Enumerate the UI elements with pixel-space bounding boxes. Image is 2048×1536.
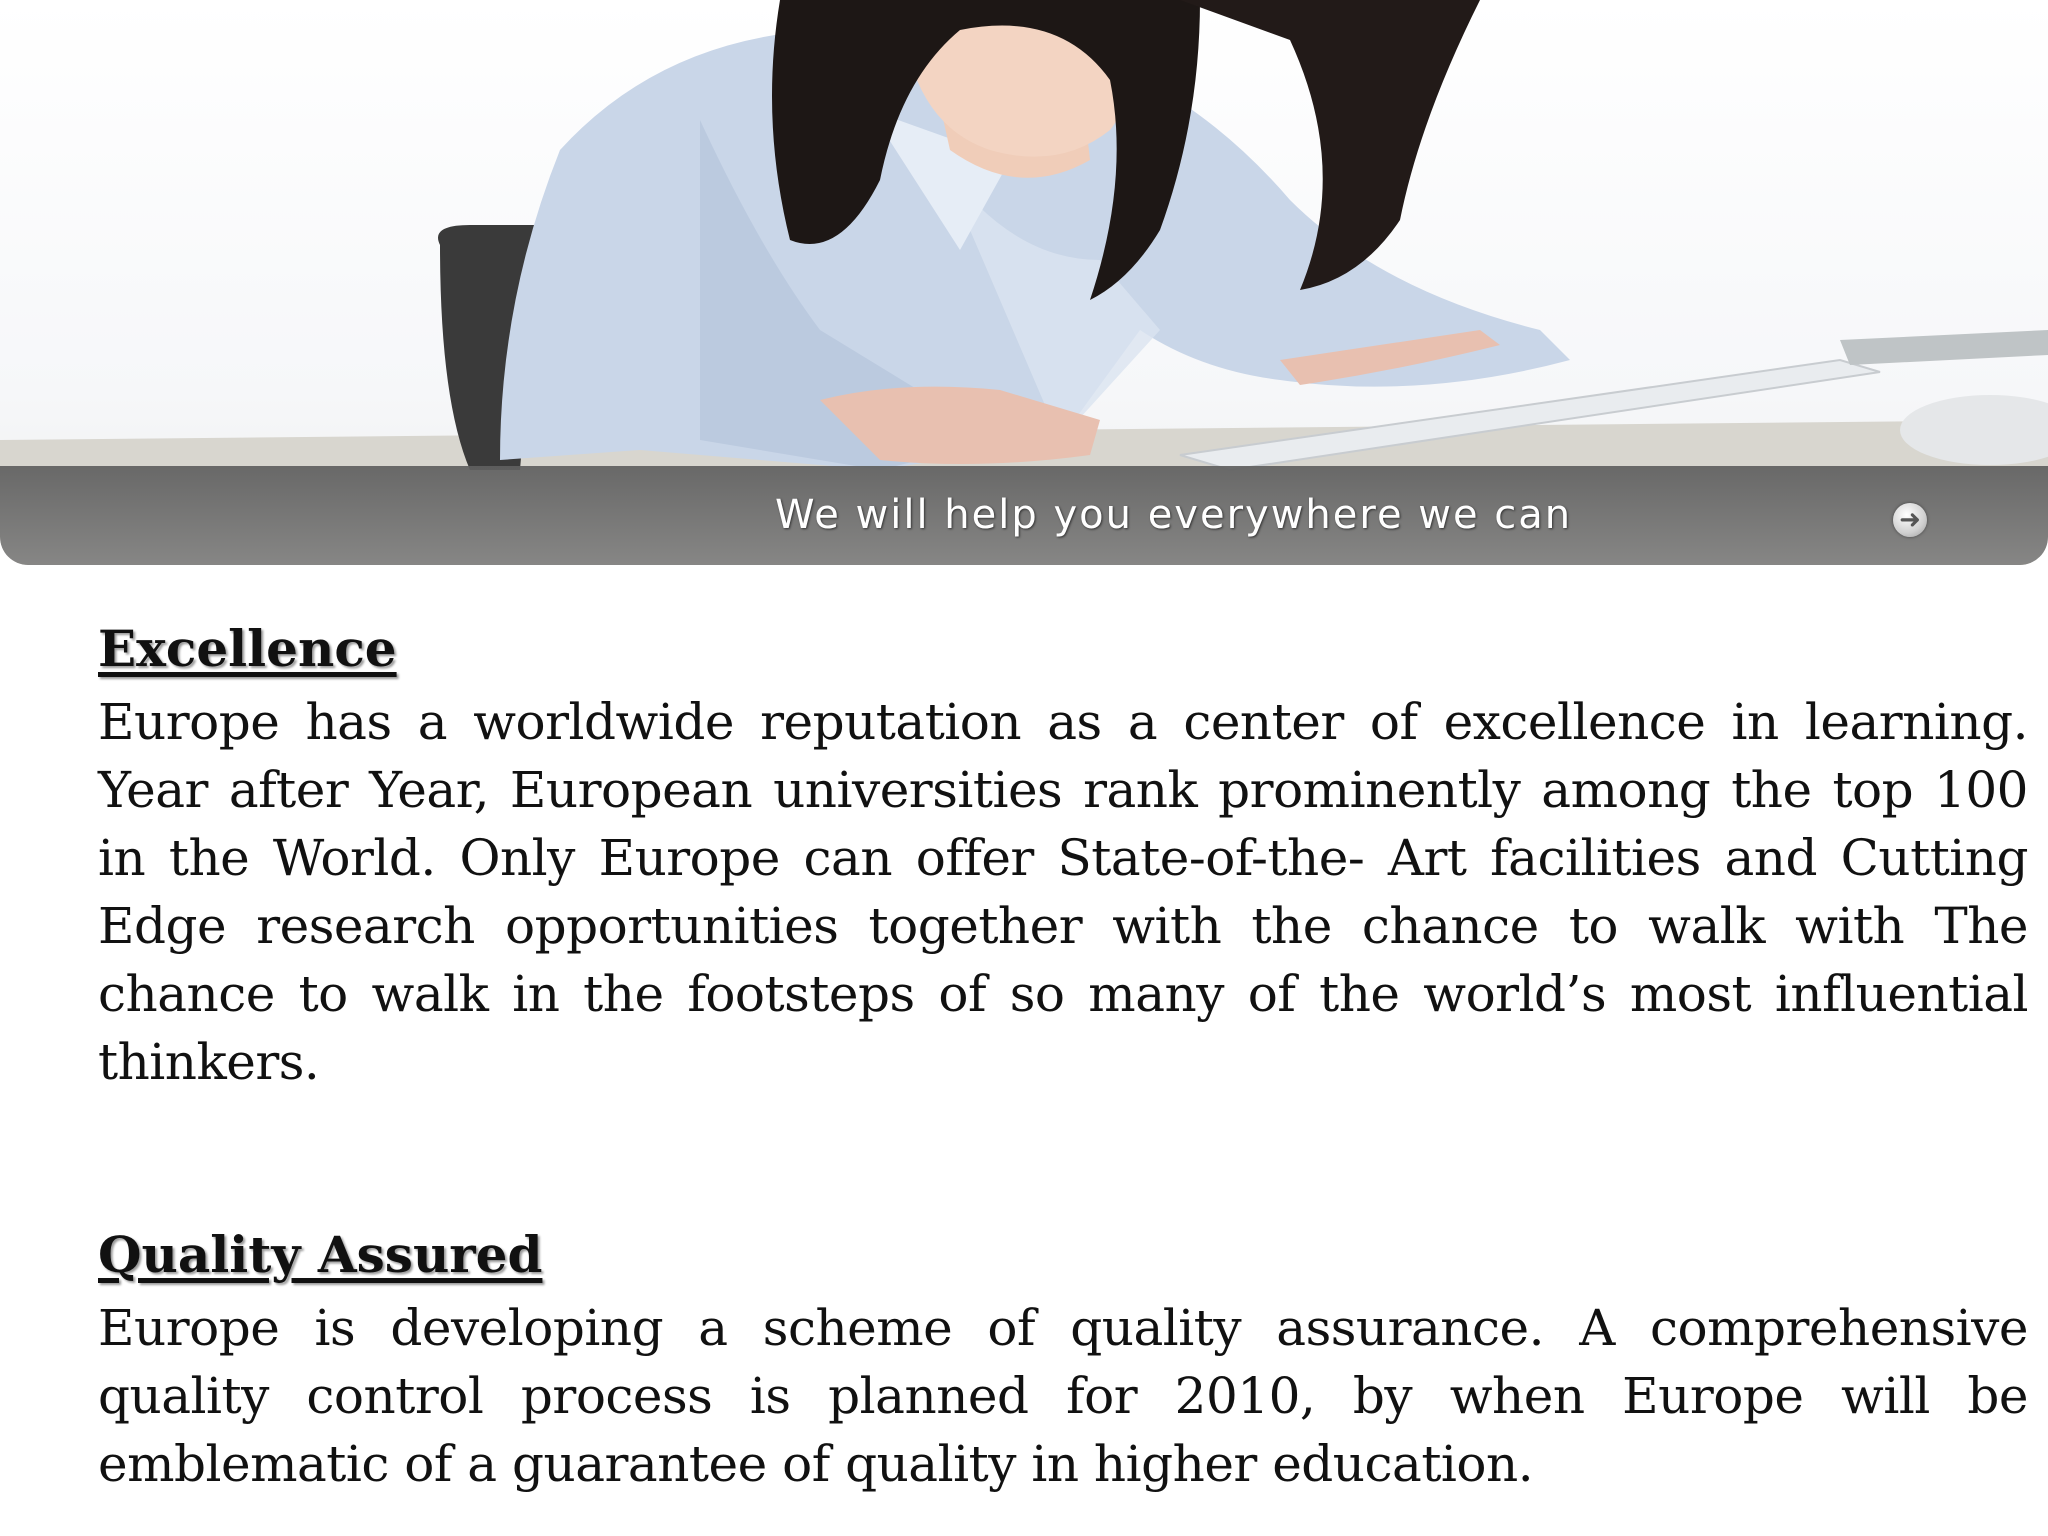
arrow-right-circle-icon[interactable]: ➜ [1893,503,1927,537]
content-area [98,610,2028,1498]
section-spacer [98,1096,2028,1216]
section-quality-assured [98,1216,2028,1498]
section-heading: Excellence [98,619,397,678]
section-excellence [98,610,2028,1096]
hero-banner [0,0,2048,565]
banner-caption: We will help you everywhere we can [775,492,1573,538]
section-body: Europe is developing a scheme of quality assurance. A comprehensive quality control process is planned for 2010, by when Europe will be emblematic of a guarantee of quality in higher education. [98,1299,2028,1493]
section-heading: Quality Assured [98,1225,543,1284]
section-body: Europe has a worldwide reputation as a center of excellence in learning. Year after Year, European universities rank prominently among the top 100 in the World. Only Europe can offer State-of-the- Art facilities and Cutting Edge research opportunities together with the chance to walk with The chance to walk in the footsteps of so many of the world’s most influential thinkers. [98,693,2028,1091]
